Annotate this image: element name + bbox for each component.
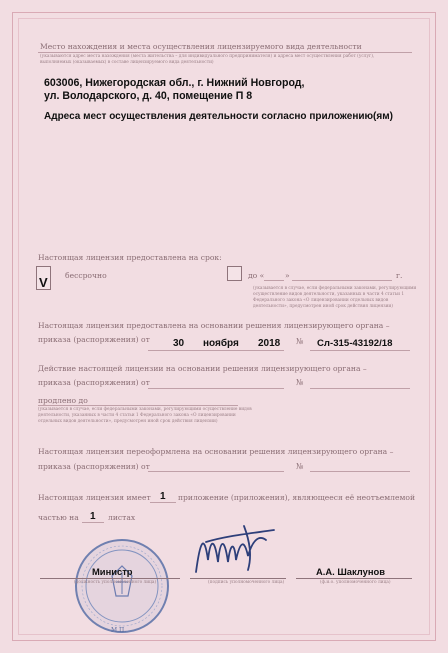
until-checkbox — [227, 266, 242, 281]
signature-line — [190, 578, 286, 579]
annex-pages: 1 — [90, 511, 96, 522]
name-caption: (ф.и.о. уполномоченного лица) — [320, 580, 391, 585]
extension-note-line: отдельных видов деятельности», предусмотрен иной срок действия лицензии) — [38, 419, 218, 424]
reissue-line: Настоящая лицензия переоформлена на основании решения лицензирующего органа – — [38, 447, 394, 456]
annex-pages-line — [82, 522, 104, 523]
extension-number-line — [310, 388, 410, 389]
header-title: Место нахождения и места осуществления лицензируемого вида деятельности — [40, 42, 362, 51]
signer-name: А.А. Шаклунов — [316, 566, 385, 577]
term-note-line: деятельности», предусмотрен иной срок действия лицензии) — [253, 304, 393, 309]
header-note-line: (указываются адрес места нахождения (места жительства – для индивидуального предпринимателя) и адреса мест осуществления работ (услуг), — [40, 54, 375, 59]
until-prefix: до « — [248, 271, 265, 280]
header-rule — [38, 52, 412, 53]
basis-month: ноября — [203, 338, 239, 349]
basis-year: 2018 — [258, 338, 281, 349]
extension-order-label: приказа (распоряжения) от — [38, 378, 150, 387]
reissue-number-label: № — [296, 462, 304, 471]
check-mark: V — [39, 275, 48, 290]
annex-count: 1 — [160, 491, 166, 502]
annex-prefix: Настоящая лицензия имеет — [38, 493, 151, 502]
basis-number-label: № — [296, 337, 304, 346]
until-year-suffix: г. — [396, 271, 403, 280]
extended-date-line — [38, 405, 238, 406]
basis-line: Настоящая лицензия предоставлена на основании решения лицензирующего органа – — [38, 321, 390, 330]
address-line: 603006, Нижегородская обл., г. Нижний Новгород, — [44, 77, 305, 89]
reissue-number-line — [310, 471, 410, 472]
basis-number-line — [310, 350, 410, 351]
reissue-date-line — [148, 471, 284, 472]
indefinite-checkbox — [36, 266, 51, 290]
position-line — [40, 578, 180, 579]
term-note-line: Федерального закона «О лицензировании отдельных видов — [253, 298, 389, 303]
basis-order-label: приказа (распоряжения) от — [38, 335, 150, 344]
handwritten-signature — [186, 512, 285, 585]
extension-line: Действие настоящей лицензии на основании решения лицензирующего органа – — [38, 364, 367, 373]
reissue-order-label: приказа (распоряжения) от — [38, 462, 150, 471]
name-line — [296, 578, 412, 579]
term-note-line: осуществление видов деятельности, указанных в части 4 статьи 1 — [253, 292, 405, 297]
annex-pages-suffix: листах — [108, 513, 136, 522]
annex-suffix: приложение (приложения), являющееся её неотъемлемой — [178, 493, 416, 502]
extension-date-line — [148, 388, 284, 389]
extended-label: продлено до — [38, 396, 88, 405]
position-caption: (должность уполномоченного лица) — [74, 580, 157, 585]
until-date-line — [292, 280, 392, 281]
header-note-line: выполняемых (оказываемых) в составе лицензируемого вида деятельности) — [40, 60, 214, 65]
annex-part-prefix: частью на — [38, 513, 79, 522]
annex-count-line — [150, 502, 176, 503]
address-line: Адреса мест осуществления деятельности согласно приложению(ям) — [44, 111, 393, 122]
extension-number-label: № — [296, 378, 304, 387]
basis-day: 30 — [173, 338, 185, 349]
address-line: ул. Володарского, д. 40, помещение П 8 — [44, 90, 253, 102]
extension-note-line: деятельности, указанных в части 4 статьи 1 Федерального закона «О лицензировании — [38, 413, 236, 418]
indefinite-label: бессрочно — [65, 271, 107, 280]
signer-position: Министр — [92, 566, 133, 577]
term-label: Настоящая лицензия предоставлена на срок: — [38, 253, 222, 262]
seal-caption: М.П. — [111, 627, 127, 634]
extension-note-line: (указывается в случае, если федеральными законами, регулирующими осуществление видов — [38, 407, 252, 412]
signature-caption: (подпись уполномоченного лица) — [208, 580, 285, 585]
until-day-line — [264, 280, 284, 281]
until-mid: » — [285, 271, 290, 280]
basis-number: Сл-315-43192/18 — [317, 338, 393, 349]
term-note-line: (указывается в случае, если федеральными законами, регулирующими — [253, 286, 417, 291]
basis-date-line — [148, 350, 284, 351]
